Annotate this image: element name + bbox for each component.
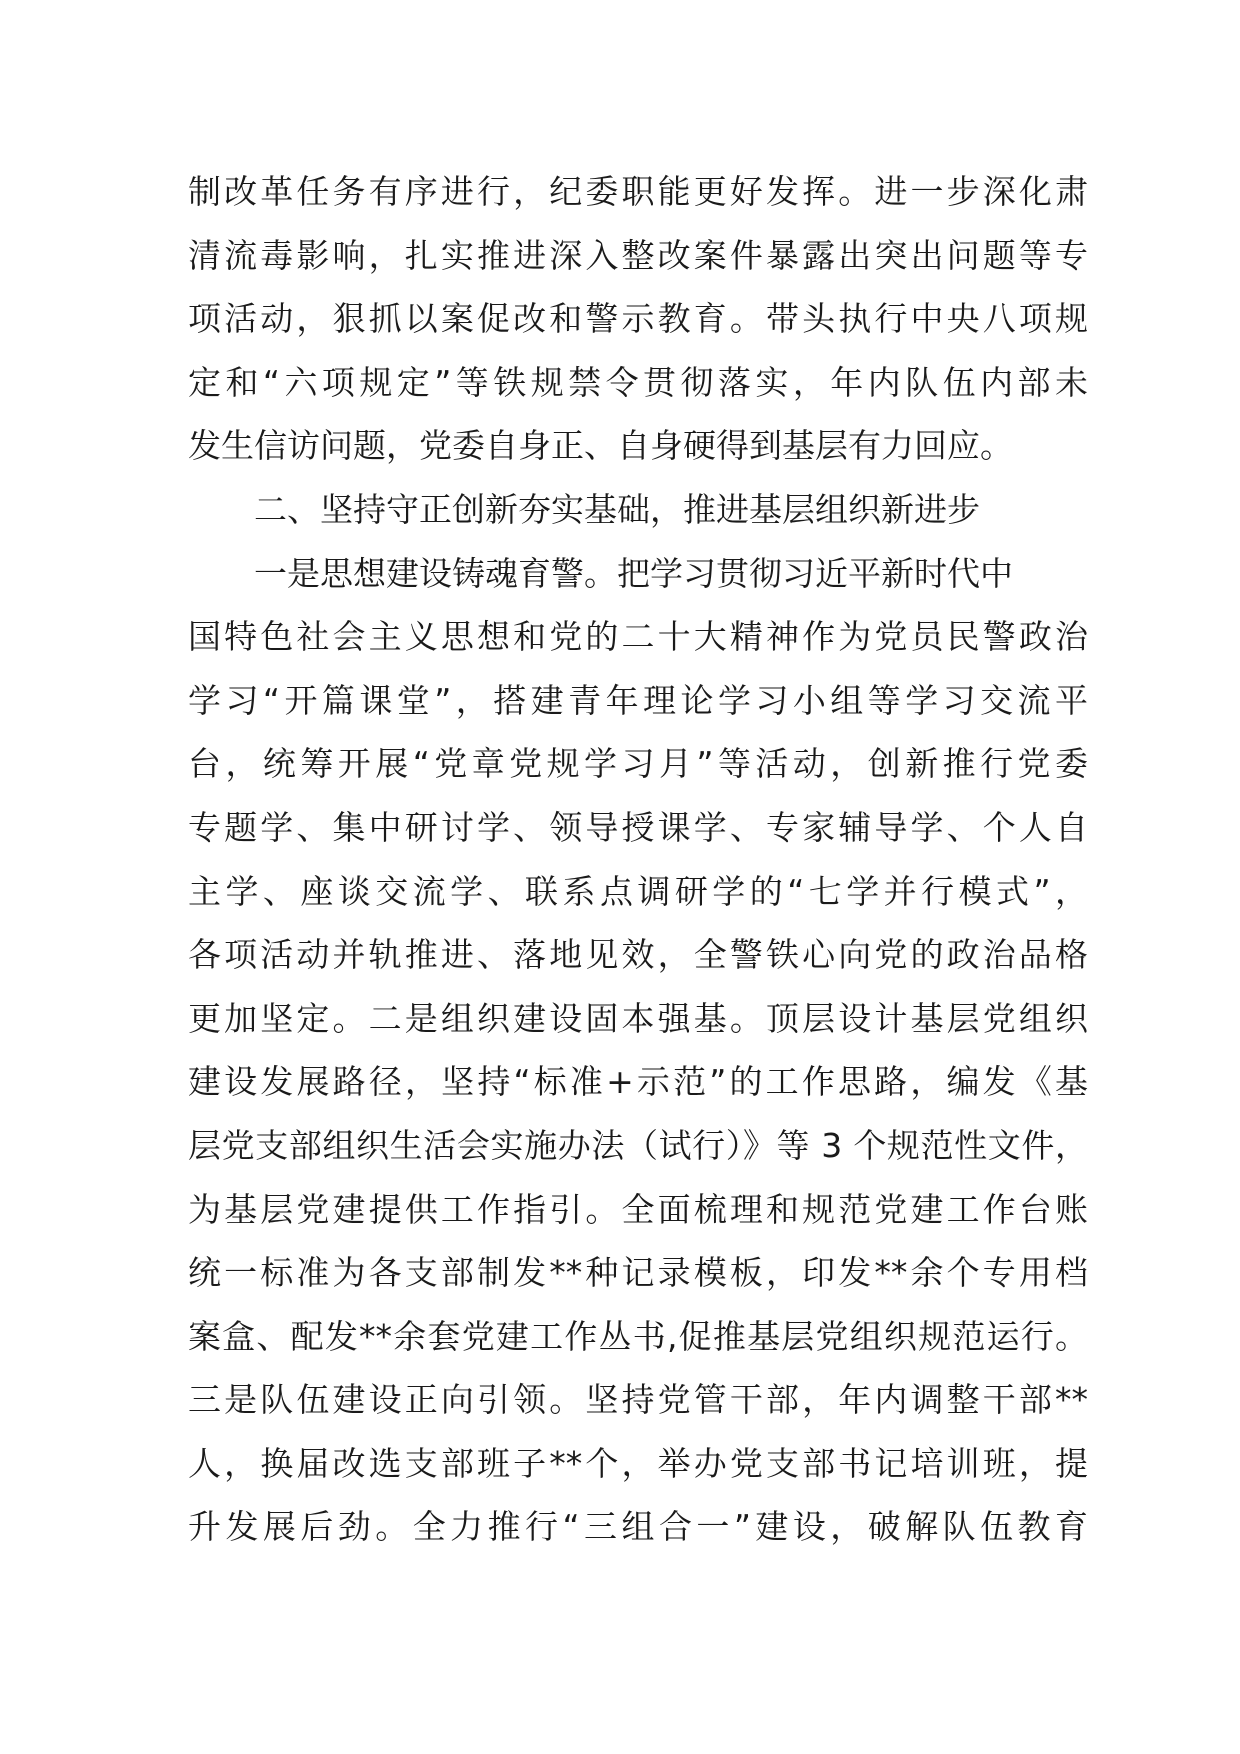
text-line: 国特色社会主义思想和党的二十大精神作为党员民警政治 [188,617,1088,657]
text-line: 升发展后劲。全力推行“三组合一”建设，破解队伍教育 [188,1507,1088,1547]
paragraph-start: 一是思想建设铸魂育警。把学习贯彻习近平新时代中 [254,553,1013,593]
text-line: 三是队伍建设正向引领。坚持党管干部，年内调整干部** [188,1380,1088,1420]
text-line: 案盒、配发**余套党建工作丛书,促推基层党组织规范运行。 [188,1316,1088,1356]
text-line: 统一标准为各支部制发**种记录模板，印发**余个专用档 [188,1253,1088,1293]
text-line: 定和“六项规定”等铁规禁令贯彻落实，年内队伍内部未 [188,362,1088,402]
text-line: 为基层党建提供工作指引。全面梳理和规范党建工作台账 [188,1189,1088,1229]
text-line: 主学、座谈交流学、联系点调研学的“七学并行模式”， [188,871,1088,911]
text-line: 项活动，狠抓以案促改和警示教育。带头执行中央八项规 [188,299,1088,339]
text-line: 各项活动并轨推进、落地见效，全警铁心向党的政治品格 [188,935,1088,975]
text-line: 人，换届改选支部班子**个，举办党支部书记培训班，提 [188,1443,1088,1483]
text-line: 建设发展路径，坚持“标准+示范”的工作思路，编发《基 [188,1062,1088,1102]
text-line: 台，统筹开展“党章党规学习月”等活动，创新推行党委 [188,744,1088,784]
text-line: 制改革任务有序进行，纪委职能更好发挥。进一步深化肃 [188,172,1088,211]
section-heading: 二、坚持守正创新夯实基础，推进基层组织新进步 [254,489,980,529]
text-line: 专题学、集中研讨学、领导授课学、专家辅导学、个人自 [188,807,1088,847]
text-line: 学习“开篇课堂”，搭建青年理论学习小组等学习交流平 [188,680,1088,720]
text-line: 清流毒影响，扎实推进深入整改案件暴露出突出问题等专 [188,235,1088,275]
body-text [188,160,1088,1559]
text-line: 层党支部组织生活会实施办法（试行）》等 3 个规范性文件， [188,1125,1088,1165]
text-line: 更加坚定。二是组织建设固本强基。顶层设计基层党组织 [188,998,1088,1038]
text-line: 发生信访问题，党委自身正、自身硬得到基层有力回应。 [188,426,1013,466]
